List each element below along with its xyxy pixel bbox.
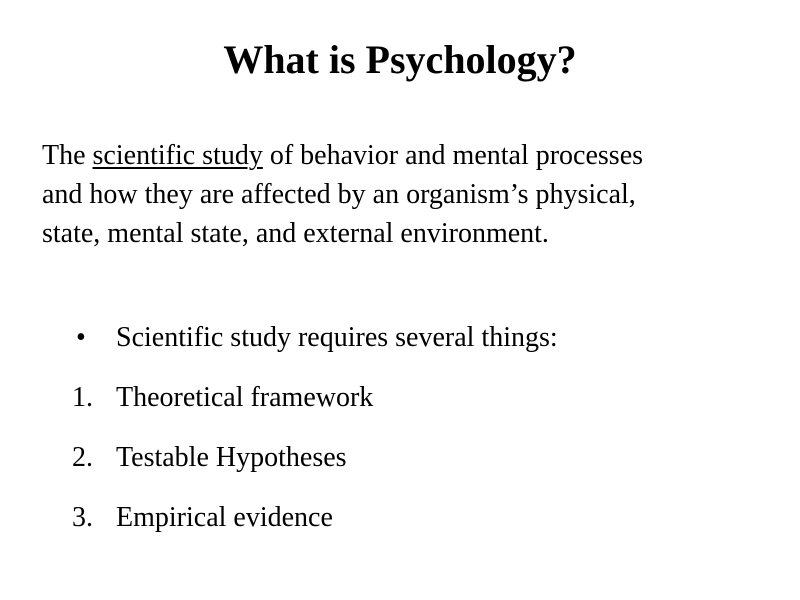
list-item-text: Theoretical framework — [116, 382, 374, 413]
bullet-marker: • — [76, 322, 86, 353]
underlined-term: scientific study — [92, 140, 263, 171]
list-item-number: 3. — [72, 502, 93, 533]
bullet-item — [72, 318, 772, 378]
list-item-number: 2. — [72, 442, 93, 473]
list-item — [72, 438, 772, 498]
definition-paragraph — [42, 136, 782, 253]
bullet-text: Scientific study requires several things: — [116, 322, 558, 353]
list-item — [72, 378, 772, 438]
requirements-list — [72, 318, 772, 558]
list-item-text: Empirical evidence — [116, 502, 333, 533]
list-item — [72, 498, 772, 558]
definition-line-3: state, mental state, and external environment. — [42, 218, 549, 249]
list-item-text: Testable Hypotheses — [116, 442, 347, 473]
definition-line-1-start: The — [42, 140, 93, 171]
definition-line-1 — [42, 136, 782, 175]
definition-line-2: and how they are affected by an organism’s physical, — [42, 179, 636, 210]
slide-title: What is Psychology? — [223, 37, 577, 82]
list-item-number: 1. — [72, 382, 93, 413]
definition-line-1-end: of behavior and mental processes — [262, 140, 644, 171]
